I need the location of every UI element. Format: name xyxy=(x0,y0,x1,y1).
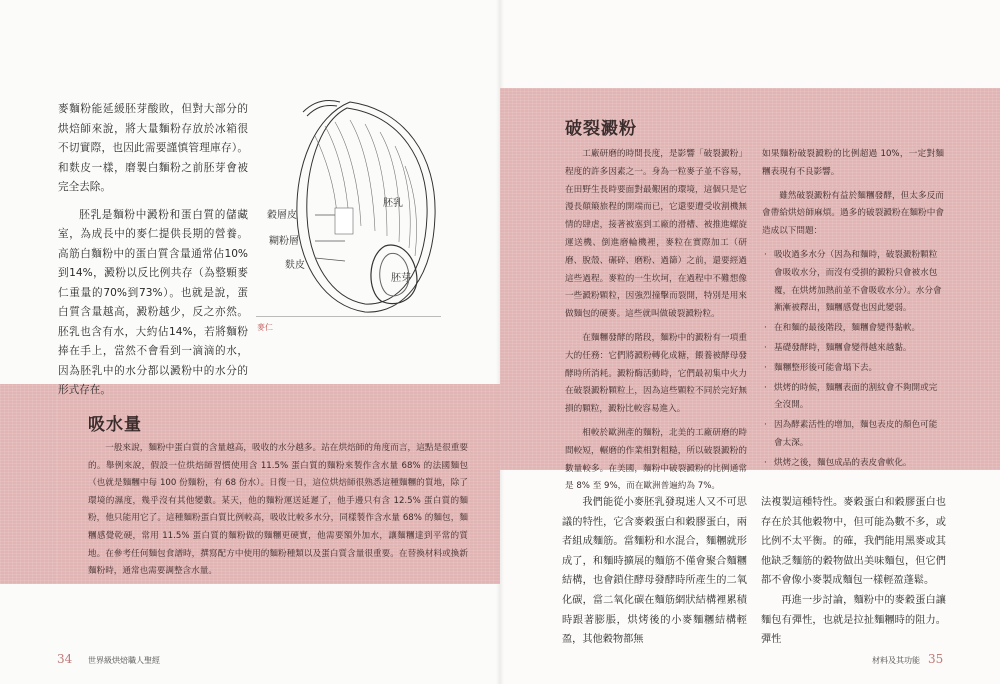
problem-item: · 麵糰整形後可能會塌下去。 xyxy=(762,360,944,378)
bottom-col2-paragraph-1: 法複製這種特性。麥穀蛋白和穀膠蛋白也存在於其他穀物中，但可能為數不多，或比例不太平衡。的確，我們能用黑麥或其他缺乏麵筋的穀物做出美味麵包，但它們都不會像小麥製成麵包一樣輕盈蓬鬆。 xyxy=(761,497,946,587)
damaged-starch-col2 xyxy=(762,146,944,475)
intro-paragraph-2: 胚乳是麵粉中澱粉和蛋白質的儲藏室，為成長中的麥仁提供長期的營養。高筋白麵粉中的蛋白質含量通常佔10%到14%，澱粉以反比例共存（為整顆麥仁重量的70%到73%）。也就是說，蛋白質含量越高，澱粉越少，反之亦然。胚乳也含有水，大約佔14%，若將麵粉捧在手上，當然不會看到一滴滴的水，因為胚乳中的水分都以澱粉中的水分的形式存在。 xyxy=(58,208,248,396)
right-bottom-col-1 xyxy=(562,493,747,650)
diagram-divider xyxy=(256,316,441,317)
label-germ: 胚芽 xyxy=(391,273,411,284)
label-bran: 穀層皮 xyxy=(267,210,297,221)
label-aleurone: 糊粉層 xyxy=(269,236,299,247)
right-running-title: 材料及其功能 xyxy=(872,656,920,665)
damaged-starch-heading: 破裂澱粉 xyxy=(565,119,637,139)
right-bottom-col-2 xyxy=(761,493,946,650)
damaged-starch-col1 xyxy=(565,146,747,496)
label-germ-bottom: 麩皮 xyxy=(285,260,305,271)
intro-paragraph-1: 麥麵粉能延緩胚芽酸敗，但對大部分的烘焙師來說，將大量麵粉存放於冰箱很不切實際，也因此需要謹慎管理庫存）。和麩皮一樣，磨製白麵粉之前胚芽會被完全去除。 xyxy=(58,103,248,193)
damaged-starch-problems-list xyxy=(762,247,944,473)
problem-item: · 基礎發酵時，麵糰會變得越來越黏。 xyxy=(762,340,944,358)
damaged-starch-col2-para: 雖然破裂澱粉有益於麵糰發酵，但太多反而會帶給烘焙師麻煩。過多的破裂澱粉在麵粉中會造成以下問題： xyxy=(762,190,944,237)
bottom-col2-paragraph-2: 再進一步討論，麵粉中的麥穀蛋白讓麵包有彈性，也就是拉扯麵糰時的阻力。彈性 xyxy=(761,594,946,646)
problem-item: · 烘烤的時候，麵糰表面的割紋會不夠開或完全沒開。 xyxy=(762,380,944,416)
wheat-kernel-diagram xyxy=(255,96,445,318)
damaged-starch-para-1: 工廠研磨的時間長度，是影響「破裂澱粉」程度的許多因素之一。身為一粒麥子並不容易，在田野生長時要面對最艱困的環境，這個只是它漫長顛簸旅程的開端而已，它還要遭受收割機無情的肆虐，接著被塞到工廠的滑槽、被推進螺旋運送機、倒進磨輪機裡，麥粒在實際加工（研磨、脫殼、碾碎、磨粉、過篩）之前，還要經過這些過程。麥粒的一生坎坷，在過程中不難想像一些澱粉顆粒，因強烈撞擊而裂開，特別是用來做麵包的硬麥。這些就叫做破裂澱粉粒。 xyxy=(565,149,747,320)
problem-item: · 因為酵素活性的增加，麵包表皮的顏色可能會太深。 xyxy=(762,417,944,453)
damaged-starch-para-3: 相較於歐洲產的麵粉，北美的工廠研磨的時間較短，輾磨的作業相對粗糙，所以破裂澱粉的數量較多。在美國，麵粉中破裂澱粉的比例通常是 8% 至 9%，而在歐洲普遍約為 7%。 xyxy=(565,427,747,492)
pink-box-overlap xyxy=(500,88,540,470)
left-running-title: 世界級烘焙職人聖經 xyxy=(88,656,160,665)
problem-item: · 吸收過多水分（因為和麵時，破裂澱粉顆粒會吸收水分，而沒有受損的澱粉只會被水包覆，在烘烤加熱前並不會吸收水分）。水分會漸漸被釋出，麵糰感覺也因此變弱。 xyxy=(762,247,944,318)
problem-item: · 烘烤之後，麵包成品的表皮會軟化。 xyxy=(762,455,944,473)
water-absorption-text xyxy=(88,440,468,581)
left-intro-text xyxy=(58,100,248,401)
problem-item: · 在和麵的最後階段，麵糰會變得黏軟。 xyxy=(762,320,944,338)
label-endosperm: 胚乳 xyxy=(383,198,403,209)
bottom-col1-paragraph: 我們能從小麥胚乳發現迷人又不可思議的特性，它含麥穀蛋白和穀膠蛋白，兩者組成麵筋。當麵粉和水混合，麵糰就形成了，和麵時擴展的麵筋不僅會聚合麵糰結構，也會鎖住酵母發酵時所產生的二氧化碳，當二氧化碳在麵筋網狀結構裡累積時跟著膨脹，烘烤後的小麥麵糰結構輕盈，其他穀物都無 xyxy=(562,497,747,646)
right-page-number: 35 xyxy=(928,652,944,666)
diagram-caption: 麥仁 xyxy=(257,323,273,332)
damaged-starch-col2-intro: 如果麵粉破裂澱粉的比例超過 10%，一定對麵糰表現有不良影響。 xyxy=(762,149,944,177)
water-absorption-paragraph: 一般來說，麵粉中蛋白質的含量越高，吸收的水分越多。站在烘焙師的角度而言，這點是很重要的。舉例來說，假設一位烘焙師習慣使用含 11.5% 蛋白質的麵粉來製作含水量 68% 的法國麵包（也就是麵糰中每 100 份麵粉，有 68 份水）。日復一日，這位烘焙師很熟悉這種麵糰的質地，除了環境的濕度，幾乎沒有其他變數。某天，他的麵粉運送延遲了，他手邊只有含 12.5% 蛋白質的麵粉，他只能用它了。這種麵粉蛋白質比例較高，吸收比較多水分，同樣製作含水量 68% 的麵包，麵糰感覺乾硬，常用 11.5% 蛋白質的麵粉做的麵糰更硬實，他需要額外加水，讓麵糰達到平常的質地。在參考任何麵包食譜時，撰寫配方中使用的麵粉種類以及蛋白質含量很重要。在替換材料或換新麵粉時，通常也需要調整含水量。 xyxy=(88,443,468,577)
water-absorption-heading: 吸水量 xyxy=(88,415,142,435)
left-page-number: 34 xyxy=(57,652,73,666)
damaged-starch-para-2: 在麵糰發酵的階段，麵粉中的澱粉有一項重大的任務：它們將澱粉轉化成糖，餵養被酵母發酵時所消耗。澱粉酶活動時，它們最初集中火力在破裂澱粉顆粒上，因為這些顆粒不同於完好無損的顆粒，澱粉比較容易進入。 xyxy=(565,332,747,415)
